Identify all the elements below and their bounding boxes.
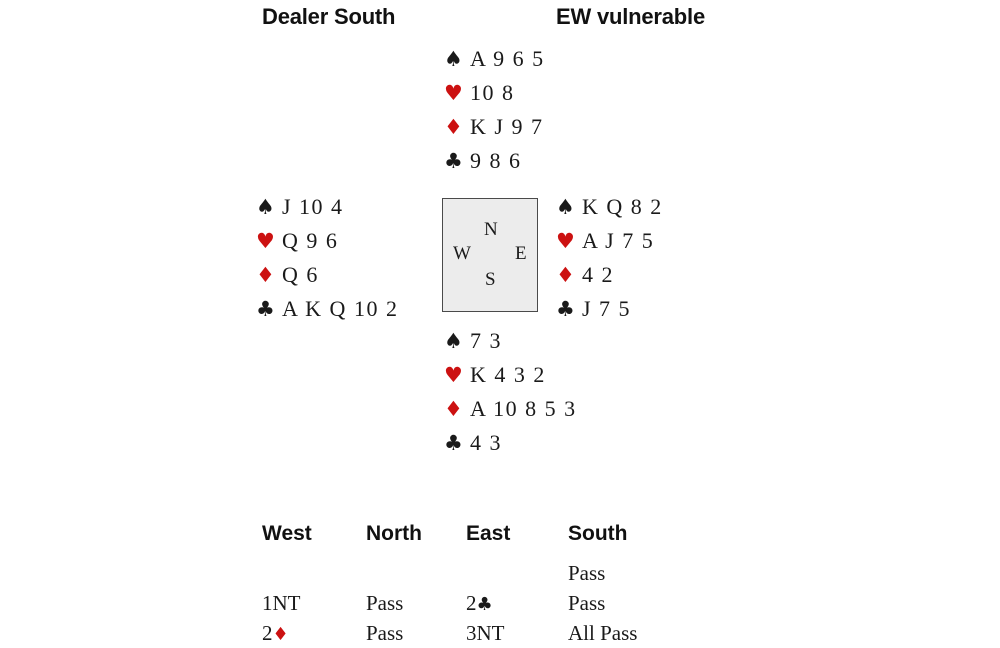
hand-west-clubs-cards: A K Q 10 2 bbox=[282, 296, 399, 321]
auction-header-west: West bbox=[262, 522, 312, 545]
diamond-icon: ♦ bbox=[256, 263, 275, 287]
hand-east-diamonds bbox=[556, 262, 663, 296]
heart-icon: ♥ bbox=[256, 229, 275, 253]
hand-east-spades bbox=[556, 194, 663, 228]
hand-west-diamonds bbox=[256, 262, 398, 296]
hand-east-clubs bbox=[556, 296, 663, 330]
bid-west-3-level: 2 bbox=[262, 620, 273, 645]
bid-west-1 bbox=[262, 558, 366, 588]
bid-south-1: Pass bbox=[568, 560, 606, 585]
hand-south-clubs bbox=[444, 430, 577, 464]
heart-icon: ♥ bbox=[444, 81, 463, 105]
diamond-icon: ♦ bbox=[444, 115, 463, 139]
hand-west-hearts-cards: Q 9 6 bbox=[282, 228, 339, 253]
bid-east-2-level: 2 bbox=[466, 590, 477, 615]
club-icon: ♣ bbox=[556, 297, 575, 321]
hand-west-hearts bbox=[256, 228, 398, 262]
heart-icon: ♥ bbox=[556, 229, 575, 253]
hand-east-diamonds-cards: 4 2 bbox=[582, 262, 614, 287]
diamond-icon: ♦ bbox=[444, 397, 463, 421]
hand-west-clubs bbox=[256, 296, 398, 330]
spade-icon: ♠ bbox=[556, 195, 575, 219]
club-icon: ♣ bbox=[444, 431, 463, 455]
hand-south-clubs-cards: 4 3 bbox=[470, 430, 502, 455]
bid-west-3 bbox=[262, 618, 366, 648]
hand-west bbox=[256, 194, 398, 330]
hand-north-clubs-cards: 9 8 6 bbox=[470, 148, 522, 173]
club-icon: ♣ bbox=[256, 297, 275, 321]
hand-east-spades-cards: K Q 8 2 bbox=[582, 194, 663, 219]
hand-south-spades-cards: 7 3 bbox=[470, 328, 502, 353]
hand-north-hearts bbox=[444, 80, 545, 114]
hand-south-spades bbox=[444, 328, 577, 362]
bid-east-1 bbox=[466, 558, 568, 588]
auction-header-north: North bbox=[366, 522, 422, 545]
compass-box bbox=[442, 198, 538, 312]
bid-east-2 bbox=[466, 588, 568, 618]
hand-north-spades-cards: A 9 6 5 bbox=[470, 46, 545, 71]
compass-west: W bbox=[453, 243, 471, 264]
hand-west-spades-cards: J 10 4 bbox=[282, 194, 344, 219]
deal-headers bbox=[0, 0, 1000, 40]
hand-south-diamonds bbox=[444, 396, 577, 430]
hand-west-spades bbox=[256, 194, 398, 228]
hand-north-diamonds-cards: K J 9 7 bbox=[470, 114, 544, 139]
hand-north-spades bbox=[444, 46, 545, 80]
bid-north-2: Pass bbox=[366, 590, 404, 615]
table-row bbox=[262, 558, 708, 588]
bid-south-3: All Pass bbox=[568, 620, 638, 645]
compass-east: E bbox=[515, 243, 527, 264]
heart-icon: ♥ bbox=[444, 363, 463, 387]
hand-north bbox=[444, 46, 545, 182]
spade-icon: ♠ bbox=[256, 195, 275, 219]
hand-east-hearts bbox=[556, 228, 663, 262]
spade-icon: ♠ bbox=[444, 329, 463, 353]
hand-east-hearts-cards: A J 7 5 bbox=[582, 228, 655, 253]
hand-south-hearts-cards: K 4 3 2 bbox=[470, 362, 546, 387]
hand-north-clubs bbox=[444, 148, 545, 182]
hand-south-hearts bbox=[444, 362, 577, 396]
club-icon: ♣ bbox=[476, 593, 493, 615]
dealer-label: Dealer South bbox=[262, 4, 396, 29]
vulnerability-label: EW vulnerable bbox=[556, 4, 705, 29]
table-row bbox=[262, 588, 708, 618]
hand-west-diamonds-cards: Q 6 bbox=[282, 262, 319, 287]
auction-header-row bbox=[262, 518, 708, 558]
club-icon: ♣ bbox=[444, 149, 463, 173]
diamond-icon: ♦ bbox=[556, 263, 575, 287]
diamond-icon: ♦ bbox=[272, 623, 289, 645]
compass-south: S bbox=[485, 269, 496, 290]
auction-table bbox=[262, 518, 722, 648]
bid-south-2: Pass bbox=[568, 590, 606, 615]
table-row bbox=[262, 618, 708, 648]
auction-header-east: East bbox=[466, 522, 511, 545]
spade-icon: ♠ bbox=[444, 47, 463, 71]
auction-header-south: South bbox=[568, 522, 628, 545]
hand-south-diamonds-cards: A 10 8 5 3 bbox=[470, 396, 577, 421]
bid-north-1 bbox=[366, 558, 466, 588]
hand-south bbox=[444, 328, 577, 464]
bid-west-2: 1NT bbox=[262, 590, 301, 615]
hand-east-clubs-cards: J 7 5 bbox=[582, 296, 632, 321]
bid-east-3: 3NT bbox=[466, 620, 505, 645]
bid-north-3: Pass bbox=[366, 620, 404, 645]
hand-north-hearts-cards: 10 8 bbox=[470, 80, 515, 105]
compass-north: N bbox=[484, 219, 498, 240]
hand-north-diamonds bbox=[444, 114, 545, 148]
hand-east bbox=[556, 194, 663, 330]
